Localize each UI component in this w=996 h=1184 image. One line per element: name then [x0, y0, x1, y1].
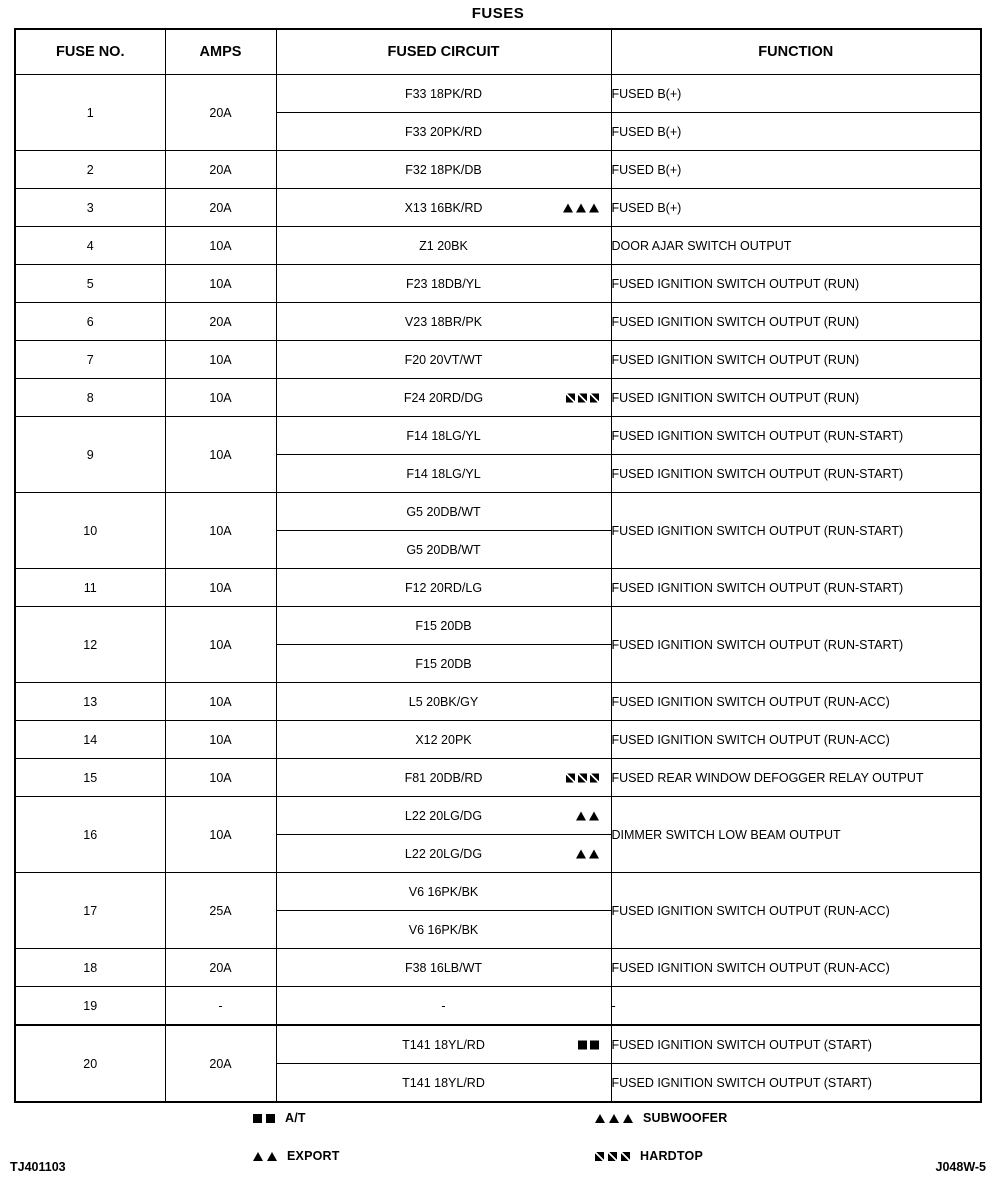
footer-drawing-number: TJ401103 [10, 1160, 66, 1174]
table-row [15, 303, 981, 341]
cell-function: FUSED IGNITION SWITCH OUTPUT (RUN-START) [611, 569, 981, 607]
circuit-label: T141 18YL/RD [402, 1037, 485, 1052]
cell-fused-circuit [276, 683, 611, 721]
cell-fused-circuit [276, 151, 611, 189]
cell-fused-circuit [276, 911, 611, 949]
table-row [15, 493, 981, 531]
cell-fused-circuit [276, 873, 611, 911]
cell-fuse-no: 15 [15, 759, 165, 797]
cell-fused-circuit [276, 189, 611, 227]
cell-function: FUSED IGNITION SWITCH OUTPUT (RUN) [611, 341, 981, 379]
triangle-marker-icon [589, 849, 599, 858]
cell-amps: 10A [165, 759, 276, 797]
circuit-label: F14 18LG/YL [406, 428, 481, 443]
cell-amps: 20A [165, 303, 276, 341]
cell-function: DOOR AJAR SWITCH OUTPUT [611, 227, 981, 265]
legend-label: A/T [285, 1111, 306, 1125]
circuit-label: F24 20RD/DG [403, 390, 484, 405]
cell-fused-circuit [276, 1064, 611, 1103]
cell-function: FUSED IGNITION SWITCH OUTPUT (RUN-ACC) [611, 683, 981, 721]
circuit-markers [578, 1040, 599, 1049]
cell-function: FUSED IGNITION SWITCH OUTPUT (START) [611, 1025, 981, 1064]
cell-fused-circuit [276, 455, 611, 493]
legend [15, 1109, 981, 1179]
circuit-label: F23 18DB/YL [405, 276, 482, 291]
cell-function: FUSED IGNITION SWITCH OUTPUT (RUN-START) [611, 607, 981, 683]
table-row [15, 341, 981, 379]
circuit-label: X12 20PK [415, 732, 472, 747]
cell-fused-circuit [276, 75, 611, 113]
triangle-marker-icon [595, 1114, 605, 1123]
circuit-markers [576, 811, 599, 820]
cell-amps: 10A [165, 569, 276, 607]
slashed-square-marker-icon [566, 773, 575, 782]
table-row [15, 607, 981, 645]
cell-fuse-no: 18 [15, 949, 165, 987]
cell-fused-circuit [276, 113, 611, 151]
cell-fuse-no: 19 [15, 987, 165, 1026]
circuit-label: F33 18PK/RD [404, 86, 483, 101]
cell-amps: 20A [165, 1025, 276, 1102]
cell-fuse-no: 2 [15, 151, 165, 189]
cell-function: FUSED IGNITION SWITCH OUTPUT (RUN-START) [611, 493, 981, 569]
cell-function: FUSED B(+) [611, 75, 981, 113]
circuit-label: L5 20BK/GY [408, 694, 479, 709]
cell-amps: 20A [165, 949, 276, 987]
legend-label: HARDTOP [640, 1149, 703, 1163]
circuit-label: F12 20RD/LG [404, 580, 483, 595]
slashed-square-marker-icon [621, 1152, 630, 1161]
cell-fused-circuit [276, 341, 611, 379]
cell-fuse-no: 17 [15, 873, 165, 949]
circuit-label: G5 20DB/WT [406, 504, 481, 519]
triangle-marker-icon [609, 1114, 619, 1123]
legend-item [253, 1149, 340, 1163]
cell-fused-circuit [276, 759, 611, 797]
cell-fuse-no: 3 [15, 189, 165, 227]
legend-label: EXPORT [287, 1149, 340, 1163]
cell-amps: - [165, 987, 276, 1026]
circuit-markers [566, 393, 599, 402]
triangle-marker-icon [589, 811, 599, 820]
cell-function: FUSED IGNITION SWITCH OUTPUT (RUN-ACC) [611, 873, 981, 949]
table-row [15, 797, 981, 835]
cell-fuse-no: 7 [15, 341, 165, 379]
cell-fused-circuit [276, 569, 611, 607]
cell-function: FUSED IGNITION SWITCH OUTPUT (RUN) [611, 303, 981, 341]
slashed-square-marker-icon [590, 393, 599, 402]
column-header-function: FUNCTION [611, 29, 981, 75]
legend-item [253, 1111, 306, 1125]
cell-function: FUSED REAR WINDOW DEFOGGER RELAY OUTPUT [611, 759, 981, 797]
cell-fuse-no: 6 [15, 303, 165, 341]
cell-amps: 10A [165, 721, 276, 759]
cell-fused-circuit [276, 379, 611, 417]
table-row [15, 151, 981, 189]
circuit-label: Z1 20BK [419, 238, 468, 253]
cell-function: FUSED B(+) [611, 113, 981, 151]
cell-amps: 10A [165, 379, 276, 417]
slashed-square-marker-icon [590, 773, 599, 782]
circuit-label: X13 16BK/RD [404, 200, 483, 215]
circuit-label: G5 20DB/WT [406, 542, 481, 557]
cell-function: FUSED IGNITION SWITCH OUTPUT (RUN) [611, 379, 981, 417]
slashed-square-marker-icon [595, 1152, 604, 1161]
circuit-label: F14 18LG/YL [406, 466, 481, 481]
square-marker-icon [253, 1114, 262, 1123]
legend-item [595, 1111, 727, 1125]
slashed-square-marker-icon [578, 773, 587, 782]
slashed-square-marker-icon [608, 1152, 617, 1161]
cell-function: FUSED B(+) [611, 151, 981, 189]
cell-fused-circuit [276, 721, 611, 759]
circuit-label: L22 20LG/DG [404, 808, 483, 823]
circuit-label: F32 18PK/DB [405, 162, 482, 177]
cell-function: FUSED IGNITION SWITCH OUTPUT (RUN) [611, 265, 981, 303]
triangle-marker-icon [623, 1114, 633, 1123]
column-header-amps: AMPS [165, 29, 276, 75]
cell-function: DIMMER SWITCH LOW BEAM OUTPUT [611, 797, 981, 873]
cell-amps: 10A [165, 493, 276, 569]
cell-function: FUSED IGNITION SWITCH OUTPUT (START) [611, 1064, 981, 1103]
cell-fuse-no: 20 [15, 1025, 165, 1102]
cell-fused-circuit [276, 303, 611, 341]
table-body [15, 75, 981, 1103]
cell-fuse-no: 14 [15, 721, 165, 759]
cell-amps: 20A [165, 151, 276, 189]
cell-amps: 10A [165, 797, 276, 873]
column-header-fused-circuit: FUSED CIRCUIT [276, 29, 611, 75]
circuit-label: V6 16PK/BK [408, 884, 479, 899]
circuit-label: V23 18BR/PK [404, 314, 483, 329]
cell-fused-circuit [276, 531, 611, 569]
circuit-label: F15 20DB [415, 618, 472, 633]
cell-fuse-no: 1 [15, 75, 165, 151]
cell-fused-circuit [276, 987, 611, 1026]
cell-fused-circuit [276, 1025, 611, 1064]
cell-fused-circuit [276, 265, 611, 303]
circuit-label: L22 20LG/DG [404, 846, 483, 861]
legend-label: SUBWOOFER [643, 1111, 728, 1125]
circuit-label: T141 18YL/RD [402, 1075, 485, 1090]
table-row [15, 569, 981, 607]
triangle-marker-icon [267, 1152, 277, 1161]
column-header-fuse-no: FUSE NO. [15, 29, 165, 75]
cell-fuse-no: 10 [15, 493, 165, 569]
cell-amps: 10A [165, 683, 276, 721]
table-header [15, 29, 981, 75]
circuit-label: F15 20DB [415, 656, 472, 671]
cell-fuse-no: 5 [15, 265, 165, 303]
table-row [15, 683, 981, 721]
cell-amps: 10A [165, 265, 276, 303]
table-row [15, 265, 981, 303]
cell-fuse-no: 4 [15, 227, 165, 265]
circuit-markers [576, 849, 599, 858]
circuit-label: F81 20DB/RD [404, 770, 483, 785]
cell-function: FUSED IGNITION SWITCH OUTPUT (RUN-START) [611, 455, 981, 493]
table-row [15, 189, 981, 227]
table-row [15, 379, 981, 417]
table-row [15, 759, 981, 797]
square-marker-icon [578, 1040, 587, 1049]
cell-fused-circuit [276, 835, 611, 873]
square-marker-icon [590, 1040, 599, 1049]
triangle-marker-icon [589, 203, 599, 212]
cell-fused-circuit [276, 645, 611, 683]
triangle-marker-icon [253, 1152, 263, 1161]
circuit-label: F38 16LB/WT [404, 960, 483, 975]
cell-function: FUSED B(+) [611, 189, 981, 227]
cell-fused-circuit [276, 607, 611, 645]
triangle-marker-icon [576, 849, 586, 858]
cell-amps: 20A [165, 75, 276, 151]
slashed-square-marker-icon [566, 393, 575, 402]
cell-fuse-no: 13 [15, 683, 165, 721]
triangle-marker-icon [576, 203, 586, 212]
cell-fused-circuit [276, 949, 611, 987]
cell-function: - [611, 987, 981, 1026]
cell-fuse-no: 9 [15, 417, 165, 493]
cell-function: FUSED IGNITION SWITCH OUTPUT (RUN-START) [611, 417, 981, 455]
table-row [15, 1025, 981, 1064]
table-row [15, 987, 981, 1026]
circuit-label: V6 16PK/BK [408, 922, 479, 937]
circuit-markers [566, 773, 599, 782]
cell-function: FUSED IGNITION SWITCH OUTPUT (RUN-ACC) [611, 721, 981, 759]
cell-fuse-no: 11 [15, 569, 165, 607]
table-row [15, 75, 981, 113]
fuses-table [14, 28, 982, 1103]
legend-item [595, 1149, 703, 1163]
triangle-marker-icon [576, 811, 586, 820]
cell-amps: 10A [165, 607, 276, 683]
table-row [15, 417, 981, 455]
circuit-label: F20 20VT/WT [404, 352, 483, 367]
cell-fused-circuit [276, 493, 611, 531]
circuit-markers [563, 203, 599, 212]
circuit-label: F33 20PK/RD [404, 124, 483, 139]
cell-fused-circuit [276, 227, 611, 265]
footer-sheet-number: J048W-5 [935, 1160, 986, 1174]
triangle-marker-icon [563, 203, 573, 212]
cell-amps: 20A [165, 189, 276, 227]
table-row [15, 949, 981, 987]
page-title: FUSES [471, 5, 525, 22]
cell-fused-circuit [276, 417, 611, 455]
cell-fuse-no: 12 [15, 607, 165, 683]
cell-amps: 10A [165, 417, 276, 493]
cell-fuse-no: 8 [15, 379, 165, 417]
slashed-square-marker-icon [578, 393, 587, 402]
table-row [15, 227, 981, 265]
cell-function: FUSED IGNITION SWITCH OUTPUT (RUN-ACC) [611, 949, 981, 987]
cell-amps: 25A [165, 873, 276, 949]
cell-fuse-no: 16 [15, 797, 165, 873]
cell-amps: 10A [165, 341, 276, 379]
cell-fused-circuit [276, 797, 611, 835]
square-marker-icon [266, 1114, 275, 1123]
cell-amps: 10A [165, 227, 276, 265]
table-row [15, 873, 981, 911]
circuit-label: - [441, 998, 446, 1013]
table-row [15, 721, 981, 759]
